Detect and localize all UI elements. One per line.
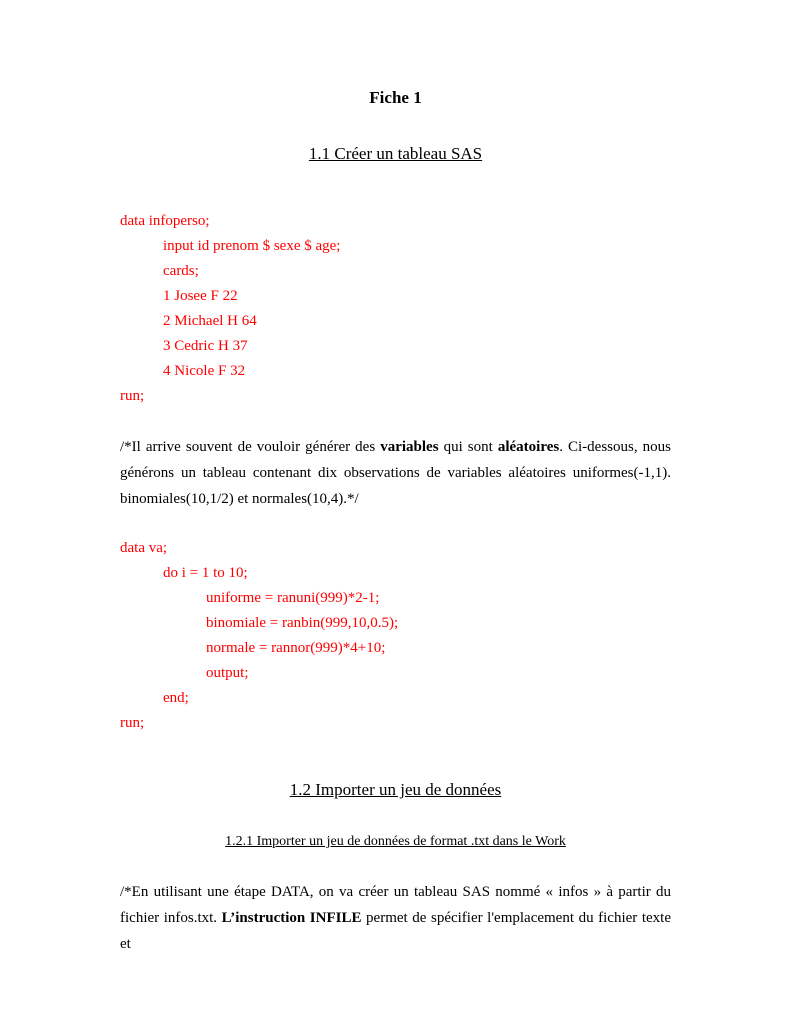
subsection-heading-1-2-1: 1.2.1 Importer un jeu de données de format .txt dans le Work [225, 834, 566, 849]
code-line: end; [163, 690, 189, 706]
paragraph-line: générons un tableau contenant dix observations de variables aléatoires uniformes(-1,1). [120, 465, 671, 481]
section-heading-1-1: 1.1 Créer un tableau SAS [308, 144, 483, 163]
comment-paragraph-infile [120, 879, 671, 952]
code-line: 1 Josee F 22 [163, 288, 238, 304]
code-line: 3 Cedric H 37 [163, 338, 248, 354]
paragraph-line: /*Il arrive souvent de vouloir générer des variables qui sont aléatoires. Ci-dessous, nous [120, 439, 671, 455]
code-line: uniforme = ranuni(999)*2-1; [206, 590, 380, 606]
code-line: run; [120, 388, 145, 404]
paragraph-line: fichier infos.txt. L’instruction INFILE permet de spécifier l'emplacement du fichier texte et [120, 910, 671, 952]
bold-term-variables: variables [380, 439, 439, 455]
paragraph-line: binomiales(10,1/2) et normales(10,4).*/ [120, 491, 359, 507]
code-line: output; [206, 665, 249, 681]
bold-term-aleatoires: aléatoires [497, 439, 560, 455]
code-line: 4 Nicole F 32 [163, 363, 246, 379]
code-line: do i = 1 to 10; [163, 565, 248, 581]
code-line: cards; [163, 263, 199, 279]
section-heading-1-2: 1.2 Importer un jeu de données [289, 780, 502, 799]
code-line: 2 Michael H 64 [163, 313, 257, 329]
bold-term-infile: L’instruction INFILE [221, 910, 362, 926]
code-line: run; [120, 715, 145, 731]
code-line: data va; [120, 540, 168, 556]
paragraph-line: /*En utilisant une étape DATA, on va créer un tableau SAS nommé « infos » à partir du [120, 884, 671, 900]
comment-paragraph-random-variables [120, 434, 671, 512]
code-line: input id prenom $ sexe $ age; [163, 238, 341, 254]
code-line: binomiale = ranbin(999,10,0.5); [206, 615, 399, 631]
code-line: data infoperso; [120, 213, 210, 229]
page-title: Fiche 1 [369, 88, 422, 107]
code-line: normale = rannor(999)*4+10; [206, 640, 386, 656]
